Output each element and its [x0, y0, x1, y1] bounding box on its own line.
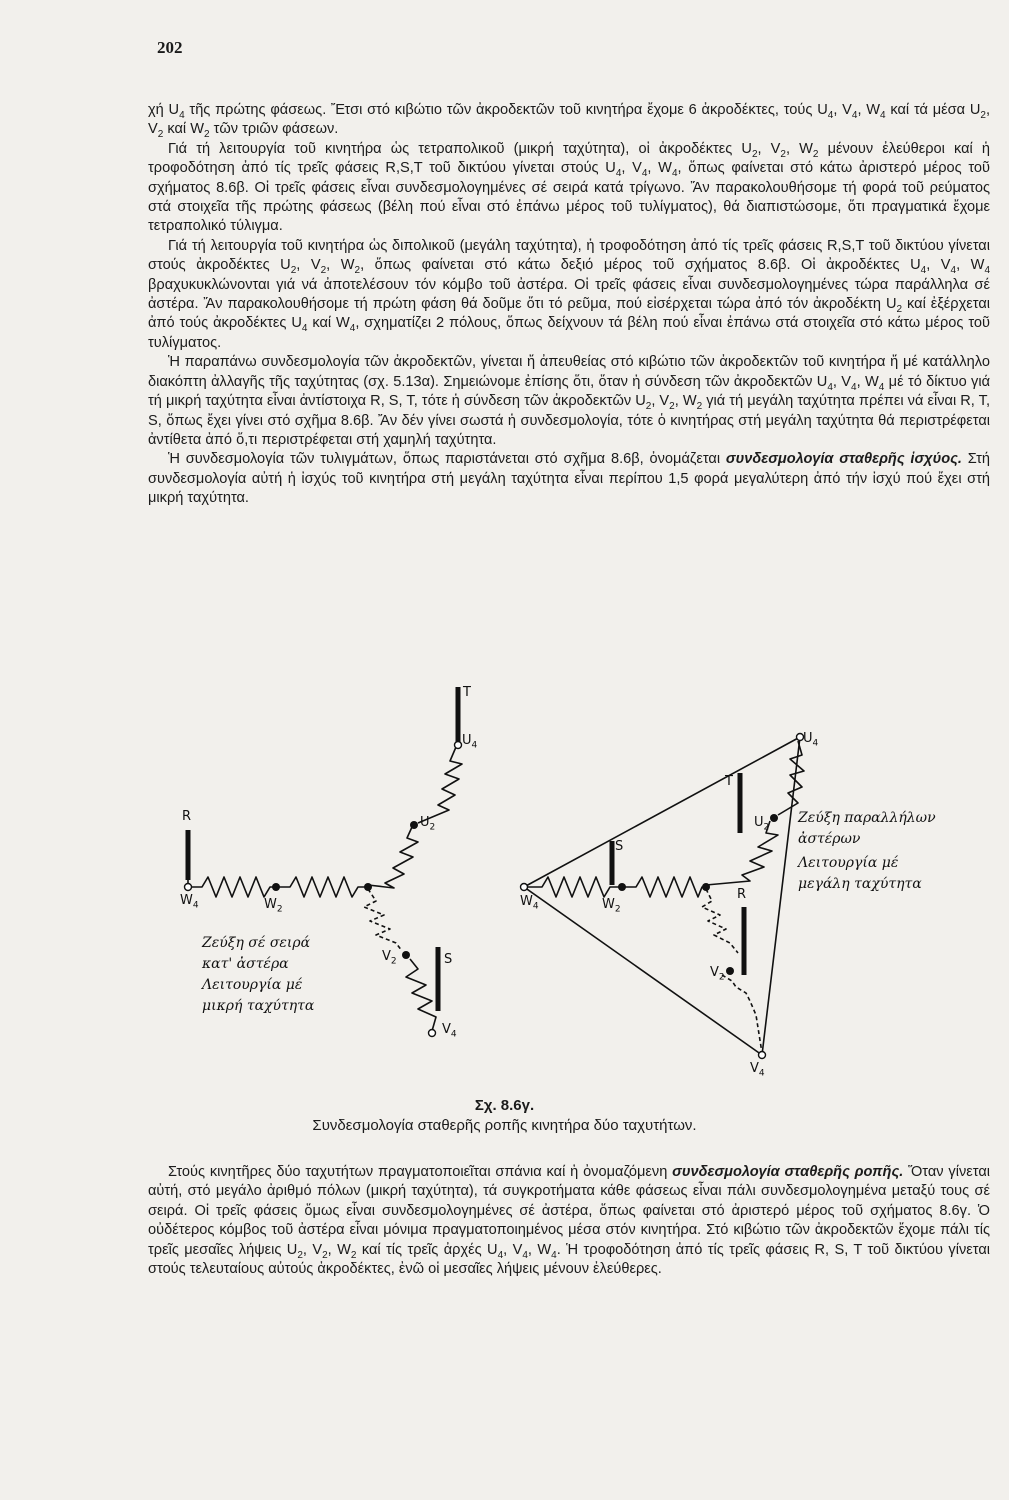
text-run: γιά τή μεγάλη ταχύτητα πρέπει νά εἶναι R, T, S, ὅπως ἔχει γίνει στό σχῆμα 8.6β. Ἄν δέν γίνει σωστά ἡ συνδεσμολογία, τότε ὁ κινητήρας στή μεγάλη ταχύτητα θά περιστρέφεται ἀντίθετα ἀπό ὅ,τι περιστρέφεται στή χαμηλή ταχύτητα.: [148, 393, 990, 448]
figure-caption-title: Συνδεσμολογία σταθερῆς ροπῆς κινητήρα δύο ταχυτήτων.: [312, 1117, 697, 1134]
body-text-top: [148, 101, 990, 509]
left-label-w4: $W_4$: [180, 893, 199, 911]
subscript: 4: [880, 109, 886, 121]
right-terminal-v4: [759, 1052, 766, 1059]
subscript: 4: [851, 381, 857, 393]
text-run: , V: [148, 102, 990, 138]
right-node-u2: [770, 814, 778, 822]
subscript: 4: [551, 1249, 557, 1261]
subscript: 4: [522, 1249, 528, 1261]
text-run: Ἡ παραπάνω συνδεσμολογία τῶν ἀκροδεκτῶν, γίνεται ἤ ἀπευθείας στό κιβώτιο τῶν ἀκροδεκτῶν τοῦ κινητήρα ἤ μέ κατάλληλο διακόπτη ἀλλαγῆς τῆς ταχύτητας (σχ. 5.13α). Σημειώνομε ἐπίσης ὅτι, ὅταν ἡ σύνδεση τῶν ἀκροδεκτῶν U: [148, 354, 990, 390]
paragraph: [148, 140, 990, 237]
right-label-t: T: [725, 774, 733, 789]
figure-caption-number: Σχ. 8.6γ.: [474, 1097, 535, 1114]
subscript: 2: [696, 401, 703, 412]
figure-8-6g: [150, 675, 990, 1095]
text-run: , σχηματίζει 2 πόλους, ὅπως δείχνουν τά βέλη πού εἶναι ἐπάνω στά στοιχεῖα στό κάτω μέρος τοῦ τυλίγματος.: [148, 315, 990, 351]
page-number: 202: [157, 38, 183, 57]
text-run: μένουν ἐλεύθεροι καί ἡ τροφοδότηση ἀπό τίς τρεῖς φάσεις R,S,T τοῦ δικτύου γίνεται στούς U: [148, 140, 991, 177]
paragraph: [148, 101, 990, 140]
text-run: Ὅταν γίνεται αὐτή, στό μεγάλο ἀριθμό πόλων (μικρή ταχύτητα), τά συγκροτήματα κάθε φάσεως εἶναι πάλι συνδεσμολογημένα μεταξύ τους σέ σειρά. Οἱ τρεῖς φάσεις ὅμως εἶναι συνδεσμολογημένες σέ ἀστέρα, ὅπως φαίνεται στό ἀριστερό μέρος τοῦ σχήματος 8.6γ. Ὁ οὐδέτερος κόμβος τοῦ ἀστέρα εἶναι μόνιμα πραγματοποιημένος μέσα στόν κινητήρα. Στό κιβώτιο τῶν ἀκροδεκτῶν ἔχομε πάλι τίς τρεῖς μεσαῖες λήψεις U: [148, 1164, 990, 1258]
left-neutral-node: [364, 883, 372, 891]
left-label-t: T: [463, 685, 471, 700]
text-run: καί W: [307, 315, 350, 332]
text-run: , W: [856, 373, 879, 390]
subscript: 4: [950, 265, 957, 277]
text-run: Στούς κινητῆρες δύο ταχυτήτων πραγματοποιεῖται σπάνια καί ἡ ὀνομαζόμενη: [168, 1164, 673, 1180]
left-coil-u2-neutral: [368, 827, 418, 888]
text-run: Στή συνδεσμολογία αὐτή ἡ ἰσχύς τοῦ κινητήρα στή μεγάλη ταχύτητα εἶναι περίπου 1,5 φορά μεγαλύτερη ἀπό τήν ἰσχύ πού ἔχει στή μικρή ταχύτητα.: [148, 451, 991, 507]
subscript: 4: [920, 265, 927, 277]
body-text-bottom: [148, 1163, 990, 1279]
subscript: 2: [669, 401, 675, 412]
text-run: , W: [327, 1241, 351, 1258]
right-triangle: [524, 737, 800, 1055]
text-run: , ὅπως φαίνεται στό κάτω δεξιό μέρος τοῦ σχήματος 8.6β. Οἱ ἀκροδέκτες U: [360, 257, 921, 274]
subscript: 2: [896, 303, 903, 315]
text-run: , W: [857, 102, 881, 118]
left-label-v4: $V_4$: [442, 1022, 457, 1040]
right-coil-center-v2: [702, 889, 738, 953]
subscript: 2: [980, 109, 986, 121]
left-coil-v2-v4: [406, 959, 436, 1031]
right-center-node: [702, 883, 710, 891]
subscript: 2: [322, 1249, 328, 1261]
subscript: 4: [179, 109, 185, 121]
text-run: , W: [785, 140, 813, 157]
subscript: 4: [301, 323, 308, 335]
text-run: χή U: [148, 102, 180, 118]
left-node-v2: [402, 951, 410, 959]
right-label-w2: $W_2$: [602, 897, 621, 915]
subscript: 2: [354, 265, 361, 277]
right-diagram-note: Ζεύξη παραλλήλων ἀστέρων Λειτουργία μέ μεγάλη ταχύτητα: [798, 810, 936, 892]
subscript: 2: [645, 401, 652, 412]
subscript: 2: [290, 265, 297, 277]
subscript: 2: [320, 265, 327, 277]
right-label-u4: $U_4$: [803, 731, 819, 749]
right-coil-u4-u2: [778, 741, 804, 815]
left-terminal-v4: [429, 1030, 436, 1037]
left-label-u4: $U_4$: [462, 733, 478, 751]
left-coil-w4-w2: [192, 877, 274, 897]
left-label-u2: $U_2$: [420, 815, 436, 833]
text-run: Γιά τή λειτουργία τοῦ κινητήρα ὡς τετραπολικοῦ (μικρή ταχύτητα), οἱ ἀκροδέκτες U: [168, 140, 752, 157]
text-run: , W: [674, 393, 697, 410]
left-label-r: R: [182, 809, 192, 824]
text-run: , V: [651, 393, 670, 410]
right-label-v2: $V_2$: [710, 965, 725, 983]
right-label-r: R: [737, 887, 747, 902]
text-run: , V: [926, 257, 951, 274]
subscript: 2: [751, 148, 758, 160]
left-terminal-w4: [185, 884, 192, 891]
text-run: μέ τό δίκτυο γιά τή μικρή ταχύτητα εἶναι ἀντίστοιχα R, S, T, τότε ἡ σύνδεση τῶν ἀκροδεκτῶν U: [148, 373, 991, 410]
right-node-v2: [726, 967, 734, 975]
subscript: 4: [827, 109, 834, 121]
text-run: καί τίς τρεῖς ἀρχές U: [356, 1241, 498, 1258]
text-run: , V: [757, 140, 781, 157]
subscript: 2: [297, 1249, 303, 1261]
text-run: Ἡ συνδεσμολογία τῶν τυλιγμάτων, ὅπως παριστάνεται στό σχῆμα 8.6β, ὀνομάζεται: [168, 451, 726, 468]
subscript: 4: [615, 168, 622, 180]
subscript: 4: [984, 265, 991, 277]
subscript: 4: [827, 381, 833, 393]
text-run: , V: [833, 102, 852, 118]
paragraph: [148, 1163, 990, 1279]
subscript: 2: [350, 1249, 357, 1261]
text-run: , W: [527, 1241, 552, 1258]
text-run: καί τά μέσα U: [885, 102, 981, 118]
text-run: βραχυκυκλώνονται γιά νά ἀποτελέσουν τόν κόμβο τοῦ ἀστέρα. Οἱ τρεῖς φάσεις εἶναι συνδεσμολογημένες τώρα παράλληλα σέ ἀστέρα. Ἄν παρακολουθήσομε τή πρώτη φάση θά δοῦμε ὅτι τό ρεῦμα, πού εἰσέρχεται τώρα ἀπό τόν ἀκροδέκτη U: [148, 276, 990, 313]
text-run: καί W: [163, 121, 204, 138]
text-run: , V: [302, 1241, 323, 1258]
left-node-w2: [272, 883, 280, 891]
left-node-u2: [410, 821, 418, 829]
text-run: , W: [326, 257, 355, 274]
subscript: 2: [203, 129, 210, 141]
subscript: 2: [157, 129, 164, 141]
left-diagram-note: Ζεύξη σέ σειρά κατ' ἀστέρα Λειτουργία μέ μικρή ταχύτητα: [202, 935, 315, 1014]
paragraph: [148, 353, 990, 450]
paragraph: [148, 237, 990, 353]
left-label-s: S: [444, 952, 453, 967]
text-run: , V: [296, 257, 321, 274]
right-coil-w2-center: [624, 877, 706, 897]
subscript: 4: [497, 1249, 504, 1261]
right-label-u2: $U_2$: [754, 815, 770, 833]
left-label-v2: $V_2$: [382, 949, 397, 967]
left-coil-w2-neutral: [278, 877, 366, 897]
left-coil-neutral-v2: [364, 889, 402, 951]
text-run: τῆς πρώτης φάσεως. Ἔτσι στό κιβώτιο τῶν ἀκροδεκτῶν τοῦ κινητήρα ἔχομε 6 ἀκροδέκτες, τούς U: [184, 102, 828, 118]
right-label-v4: $V_4$: [750, 1061, 765, 1079]
paragraph: [148, 450, 990, 508]
text-run: Γιά τή λειτουργία τοῦ κινητήρα ὡς διπολικοῦ (μεγάλη ταχύτητα), ἡ τροφοδότηση ἀπό τίς τρεῖς φάσεις R,S,T τοῦ δικτύου γίνεται στούς ἀκροδέκτες U: [148, 237, 990, 274]
subscript: 4: [671, 168, 678, 180]
right-node-w2: [618, 883, 626, 891]
text-run: , V: [832, 373, 852, 390]
text-run: , V: [621, 160, 642, 177]
subscript: 4: [851, 109, 858, 121]
left-label-w2: $W_2$: [264, 897, 283, 915]
right-coil-w4-w2: [528, 877, 620, 897]
right-label-w4: $W_4$: [520, 894, 539, 912]
left-coil-u4-u2: [418, 747, 462, 823]
right-terminal-w4: [521, 884, 528, 891]
text-run: καί ἐξέρχεται ἀπό τούς ἀκροδέκτες U: [148, 296, 990, 332]
subscript: 4: [878, 381, 885, 393]
subscript: 4: [349, 323, 356, 335]
text-run: , W: [647, 160, 672, 177]
left-terminal-u4: [455, 742, 462, 749]
subscript: 4: [641, 168, 648, 180]
text-run: τῶν τριῶν φάσεων.: [209, 121, 339, 138]
text-run: , V: [503, 1241, 523, 1258]
emphasized-term: συνδεσμολογία σταθερῆς ροπῆς.: [672, 1164, 904, 1180]
emphasized-term: συνδεσμολογία σταθερῆς ἰσχύος.: [725, 451, 962, 468]
text-run: , ὅπως φαίνεται στό κάτω ἀριστερό μέρος τοῦ σχήματος 8.6β. Οἱ τρεῖς φάσεις εἶναι συνδεσμολογημένες σέ σειρά κατά τρίγωνο. Ἄν παρακολουθήσομε τή φορά τοῦ ρεύματος στά στοιχεῖα τῆς πρώτης φάσεως (βέλη πού εἶναι στό ἐπάνω μέρος τοῦ τυλίγματος), θά διαπιστώσομε, ὅτι πραγματικά ἔχομε τετραπολικό τύλιγμα.: [148, 160, 991, 235]
subscript: 2: [812, 148, 819, 160]
right-label-s: S: [615, 839, 624, 854]
subscript: 2: [780, 148, 786, 160]
text-run: . Ἡ τροφοδότηση ἀπό τίς τρεῖς φάσεις R, S, T τοῦ δικτύου γίνεται στούς τελευταίους αὐτούς ἀκροδέκτες, ἐνῶ οἱ μεσαῖες λήψεις μένουν ἐλεύθερες.: [148, 1241, 991, 1278]
text-run: , W: [956, 257, 985, 274]
